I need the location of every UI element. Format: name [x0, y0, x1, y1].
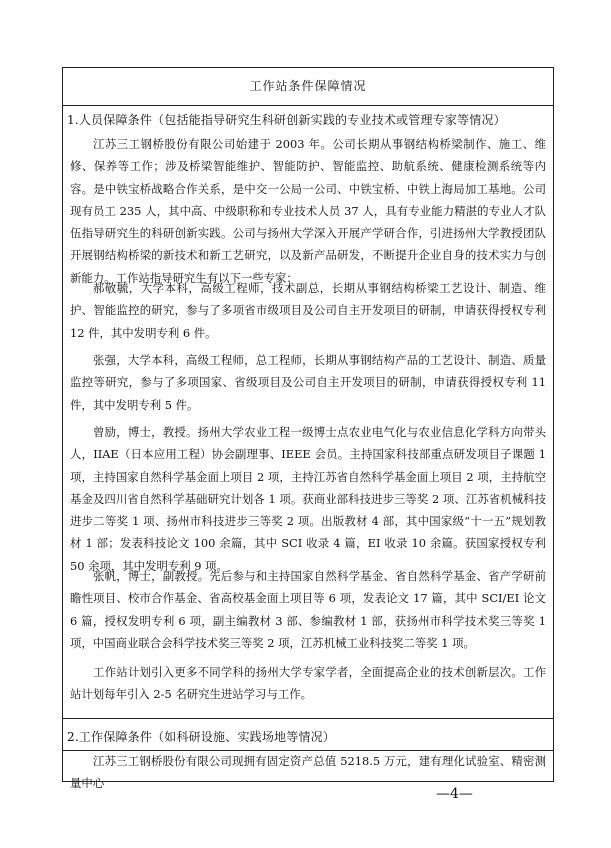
section2-paragraph: 江苏三工钢桥股份有限公司现拥有固定资产总值 5218.5 万元，建有理化试验室、精密测量中心: [70, 754, 546, 791]
section1-paragraph-expert-zeng: 曾励，博士，教授。扬州大学农业工程一级博士点农业电气化与农业信息化学科方向带头人，IIAE（日本应用工程）协会副理事、IEEE 会员。主持国家科技部重点研发项目子课题 1 项，主持国家自然科学基金面上项目 2 项，主持江苏省自然科学基金面上项目 2 项，主持航空基金及四川省自然科学基础研究计划各 1 项。获商业部科技进步三等奖 2 项、江苏省机械科技进步二等奖 1 项、扬州市科技进步三等奖 2 项。出版教材 4 部，其中国家级“十一五”规划教材 1 部；发表科技论文 100 余篇，其中 SCI 收录 4 篇，EI 收录 10 余篇。获国家授权专利 50 余项，其中发明专利 9 项。: [70, 425, 546, 573]
section1-paragraph-expert-zhang-fan: 张帆，博士，副教授。先后参与和主持国家自然科学基金、省自然科学基金、省产学研前瞻性项目、校市合作基金、省高校基金面上项目等 6 项，发表论文 17 篇，其中 SCI/EI 论文 6 篇，授权发明专利 6 项，副主编教材 3 部、参编教材 1 部，获扬州市科学技术奖三等奖 1 项，中国商业联合会科学技术奖三等奖 2 项，江苏机械工业科技奖二等奖 1 项。: [70, 569, 546, 650]
section1-paragraph-expert-hao: 郝敬毓，大学本科，高级工程师，技术副总，长期从事钢结构桥梁工艺设计、制造、维护、智能监控的研究，参与了多项省市级项目及公司自主开发项目的研制，申请获得授权专利 12 件，其中发明专利 6 件。: [70, 281, 546, 340]
section-divider: [63, 718, 553, 719]
conditions-table: [62, 67, 554, 791]
section1-paragraph-company: 江苏三工钢桥股份有限公司始建于 2003 年。公司长期从事钢结构桥梁制作、施工、维修、保养等工作；涉及桥梁智能维护、智能防护、智能监控、助航系统、健康检测系统等内容。是中铁宝桥战略合作关系，是中交一公局一公司、中铁宝桥、中铁上海局加工基地。公司现有员工 235 人，其中高、中级职称和专业技术人员 37 人，具有专业能力精湛的专业人才队伍指导研究生的科研创新实践。公司与扬州大学深入开展产学研合作，引进扬州大学教授团队开展钢结构桥梁的新技术和新工艺研究，以及新产品研发，不断提升企业自身的技术实力与创新能力。工作站指导研究生有以下一些专家：: [70, 137, 546, 285]
section1-paragraph-plan: 工作站计划引入更多不同学科的扬州大学专家学者，全面提高企业的技术创新层次。工作站计划每年引入 2-5 名研究生进站学习与工作。: [70, 665, 546, 702]
section-divider: [63, 105, 553, 106]
page-number: —4—: [436, 786, 473, 802]
section2-title: 2.工作保障条件（如科研设施、实践场地等情况）: [67, 730, 336, 744]
section1-paragraph-expert-zhang-qiang: 张强，大学本科，高级工程师，总工程师，长期从事钢结构产品的工艺设计、制造、质量监控等研究，参与了多项国家、省级项目及公司自主开发项目的研制，申请获得授权专利 11 件，其中发明专利 5 件。: [70, 353, 546, 412]
table-header-title: 工作站条件保障情况: [249, 79, 367, 93]
section1-title: 1.人员保障条件（包括能指导研究生科研创新实践的专业技术或管理专家等情况）: [67, 113, 506, 127]
